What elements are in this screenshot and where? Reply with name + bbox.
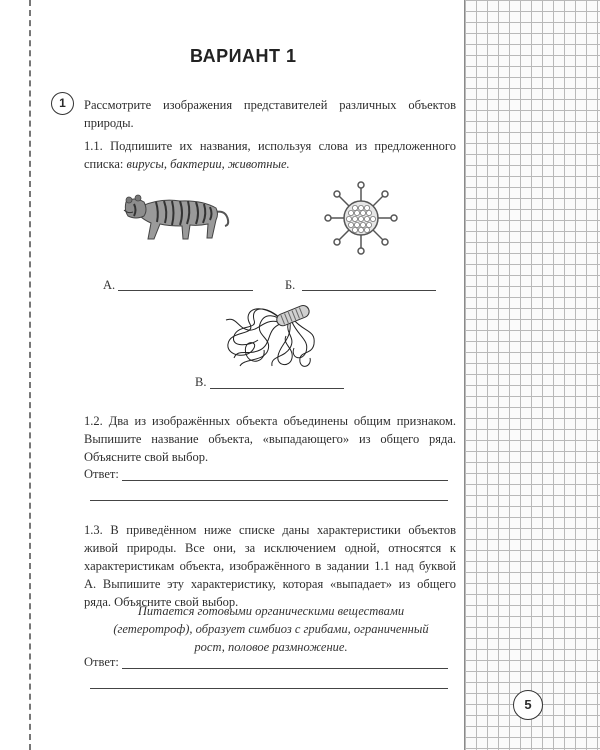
tiger-icon [120, 192, 232, 244]
task-number: 1 [51, 92, 74, 115]
label-a: А. [103, 278, 116, 292]
page-number: 5 [513, 690, 543, 720]
answer-label-1-3: Ответ: [84, 655, 119, 669]
question-1-1 [84, 137, 456, 173]
page-title: ВАРИАНТ 1 [190, 46, 297, 66]
label-b: Б. [285, 278, 296, 292]
characteristics-list: Питается готовыми органическими веществами (гетеротроф), образует симбиоз с грибами, ограниченный рост, половое размножение. [113, 604, 429, 654]
bacterium-icon [220, 300, 320, 370]
grid-margin [464, 0, 600, 750]
answer-line-1-3-first[interactable] [122, 668, 448, 669]
answer-line-1-2-second[interactable] [90, 500, 448, 501]
answer-label-1-2: Ответ: [84, 467, 119, 481]
question-1-2: 1.2. Два из изображённых объекта объединены общим признаком. Выпишите название объекта, «выпадающего» из общего ряда. Объясните свой выбор. [84, 414, 456, 464]
task-intro: Рассмотрите изображения представителей различных объектов природы. [84, 98, 456, 130]
word-list: вирусы, бактерии, животные. [126, 157, 290, 171]
label-v: В. [195, 375, 207, 389]
answer-line-b[interactable] [302, 290, 436, 291]
virus-icon [324, 181, 398, 255]
question-1-1-text: 1.1. Подпишите их названия, используя слова из предложенного списка: [84, 139, 456, 171]
question-1-3: 1.3. В приведённом ниже списке даны характеристики объектов живой природы. Все они, за исключением одной, относятся к характеристикам объекта, изображённого в задании 1.1 над буквой А. Выпишите эту характеристику, которая «выпадает» из общего ряда. Объясните свой выбор. [84, 523, 456, 609]
cut-line [29, 0, 31, 750]
answer-line-1-2-first[interactable] [122, 480, 448, 481]
answer-line-a[interactable] [118, 290, 253, 291]
answer-line-v[interactable] [210, 388, 344, 389]
answer-line-1-3-second[interactable] [90, 688, 448, 689]
